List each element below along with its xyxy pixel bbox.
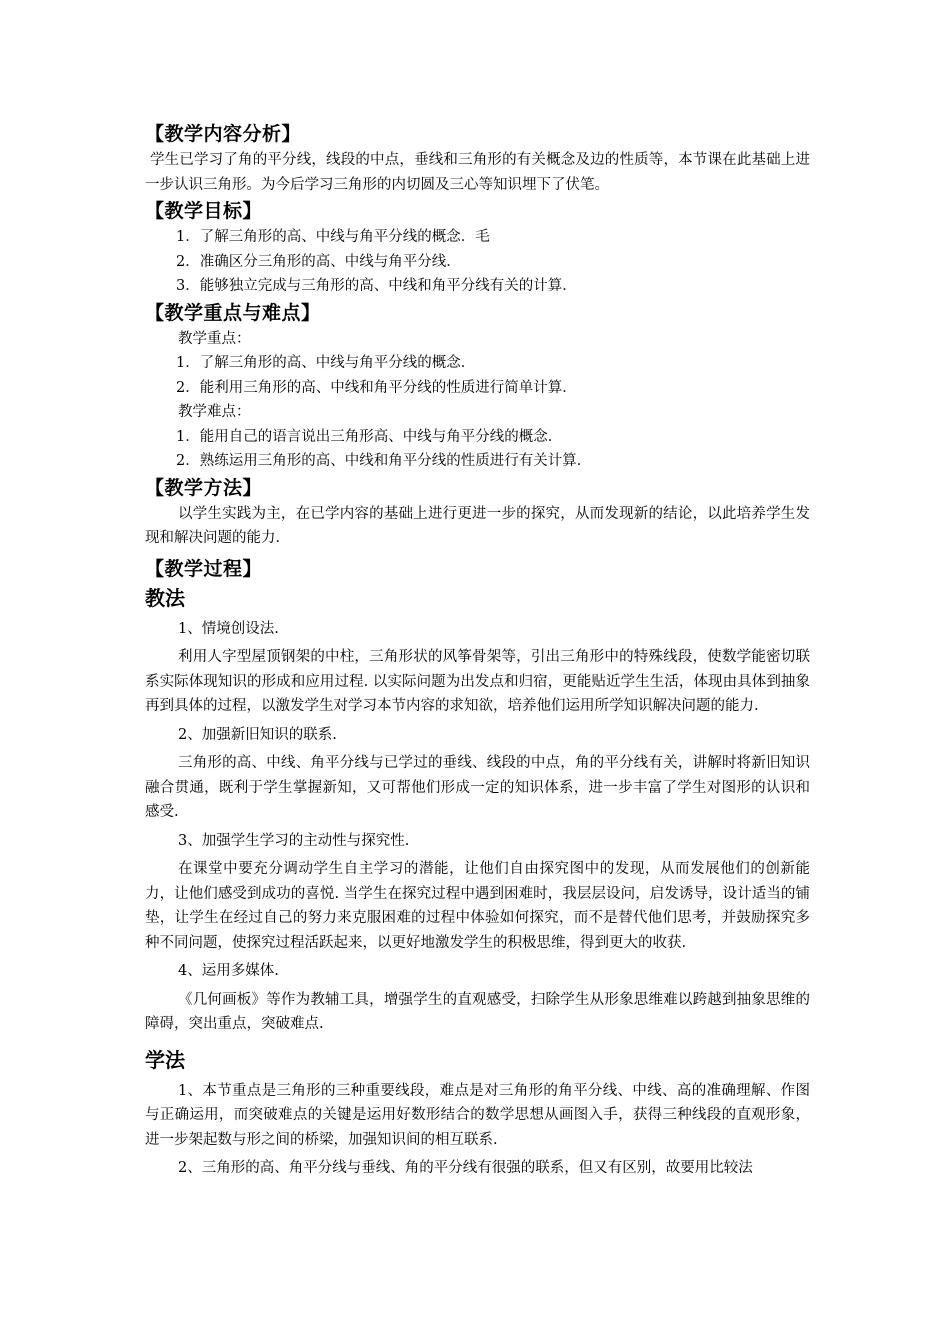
heading-methods: 【教学方法】 xyxy=(145,476,263,499)
teaching-paragraph: 1、情境创设法. xyxy=(178,620,279,637)
subheading-learning: 学法 xyxy=(145,1047,185,1072)
goal-item: 2．准确区分三角形的高、中线与角平分线． xyxy=(176,253,461,270)
teaching-paragraph: 《几何画板》等作为教辅工具，增强学生的直观感受，扫除学生从形象思维难以跨越到抽象思维的障碍，突出重点，突破难点. xyxy=(145,991,810,1032)
heading-process: 【教学过程】 xyxy=(145,557,263,580)
heading-goals: 【教学目标】 xyxy=(145,200,263,222)
key-item: 2．能利用三角形的高、中线和角平分线的性质进行简单计算． xyxy=(176,379,577,396)
key-item: 1．了解三角形的高、中线与角平分线的概念． xyxy=(176,355,476,371)
learning-paragraph: 1、本节重点是三角形的三种重要线段，难点是对三角形的角平分线、中线、高的准确理解、作图与正确运用，而突破难点的关键是运用好数形结合的数学思想从画图入手，获得三种线段的直观形象，进一步架起数与形之间的桥梁，加强知识间的相互联系. xyxy=(145,1082,810,1148)
teaching-paragraph: 3、加强学生学习的主动性与探究性. xyxy=(178,832,410,849)
teaching-paragraph: 在课堂中要充分调动学生自主学习的潜能，让他们自由探究图中的发现，从而发展他们的创新能力，让他们感受到成功的喜悦. 当学生在探究过程中遇到困难时，我层层设问，启发诱导，设计适当的铺垫，让学生在经过自己的努力来克服困难的过程中体验如何探究，而不是替代他们思考，并鼓励探究多种不同问题，使探究过程活跃起来，以更好地激发学生的积极思维，得到更大的收获. xyxy=(145,861,810,951)
goal-item: 1．了解三角形的高、中线与角平分线的概念．毛 xyxy=(176,229,490,245)
goal-item: 3．能够独立完成与三角形的高、中线和角平分线有关的计算． xyxy=(176,278,577,294)
key-label: 教学重点： xyxy=(178,330,251,347)
subheading-teaching: 教法 xyxy=(145,585,185,610)
heading-analysis: 【教学内容分析】 xyxy=(145,123,302,145)
teaching-paragraph: 2、加强新旧知识的联系. xyxy=(178,726,337,743)
teaching-paragraph: 三角形的高、中线、角平分线与已学过的垂线、线段的中点，角的平分线有关，讲解时将新旧知识融合贯通，既利于学生掌握新知，又可帮他们形成一定的知识体系，进一步丰富了学生对图形的认识和感受. xyxy=(145,755,810,820)
document-body xyxy=(145,120,810,1181)
teaching-paragraph: 利用人字型屋顶钢架的中柱，三角形状的风筝骨架等，引出三角形中的特殊线段，使数学能密切联系实际体现知识的形成和应用过程. 以实际问题为出发点和归宿，更能贴近学生生活，体现由具体到抽象再到具体的过程，以激发学生对学习本节内容的求知欲，培养他们运用所学知识解决问题的能力. xyxy=(145,649,810,714)
methods-text: 以学生实践为主，在已学内容的基础上进行更进一步的探究，从而发现新的结论，以此培养学生发现和解决问题的能力． xyxy=(145,505,810,546)
analysis-text: 学生已学习了角的平分线，线段的中点，垂线和三角形的有关概念及边的性质等，本节课在此基础上进一步认识三角形。为今后学习三角形的内切圆及三心等知识埋下了伏笔。 xyxy=(145,152,810,193)
heading-keypoints: 【教学重点与难点】 xyxy=(145,301,321,324)
teaching-paragraph: 4、运用多媒体. xyxy=(178,963,279,979)
learning-paragraph: 2、三角形的高、角平分线与垂线、角的平分线有很强的联系，但又有区别，故要用比较法 xyxy=(178,1160,753,1176)
difficulty-item: 2．熟练运用三角形的高、中线和角平分线的性质进行有关计算． xyxy=(176,453,592,469)
difficulty-label: 教学难点： xyxy=(178,404,251,420)
difficulty-item: 1．能用自己的语言说出三角形高、中线与角平分线的概念． xyxy=(176,428,563,445)
